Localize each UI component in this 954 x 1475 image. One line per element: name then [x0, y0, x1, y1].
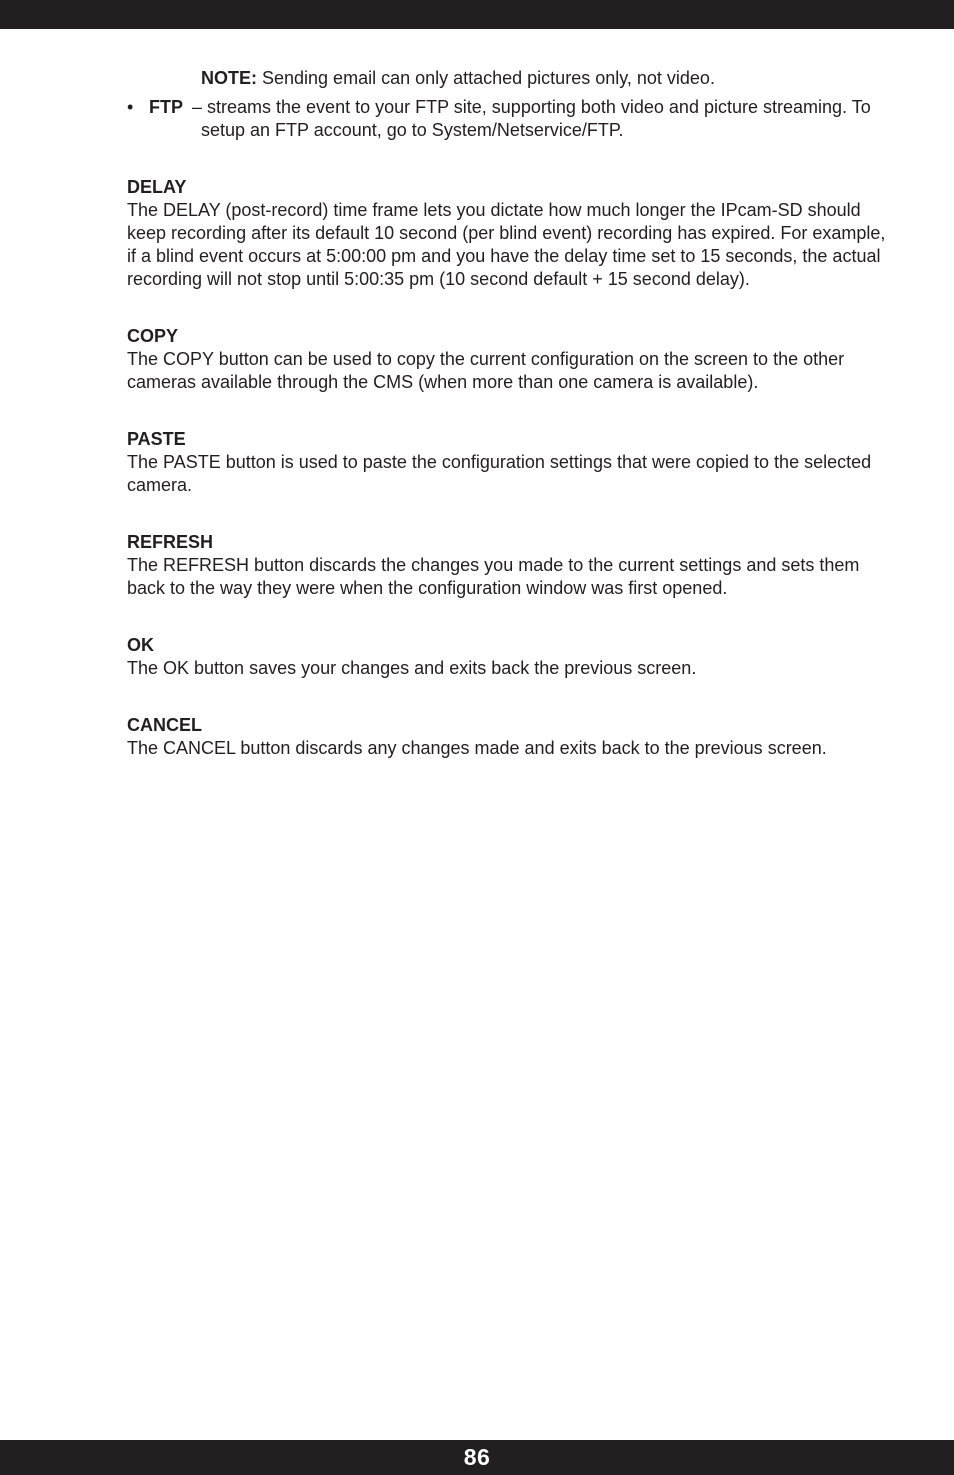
section-refresh	[127, 531, 897, 600]
footer-bar	[0, 1440, 954, 1475]
section-title: REFRESH	[127, 532, 214, 552]
section-ok	[127, 634, 897, 680]
section-body: The COPY button can be used to copy the current configuration on the screen to the other cameras available through the CMS (when more than one camera is available).	[127, 349, 845, 392]
ftp-label: FTP	[149, 97, 183, 117]
section-title: OK	[127, 635, 154, 655]
page-content	[127, 67, 897, 760]
page-number: 86	[463, 1444, 491, 1470]
bullet-icon: •	[127, 97, 134, 117]
ftp-bullet-lead	[127, 96, 183, 119]
section-body: The REFRESH button discards the changes you made to the current settings and sets them back to the way they were when the configuration window was first opened.	[127, 555, 860, 598]
top-bar	[0, 0, 954, 29]
note-paragraph	[201, 67, 897, 90]
section-body: The OK button saves your changes and exits back the previous screen.	[127, 658, 697, 678]
ftp-text-wrap	[192, 96, 897, 142]
section-body: The CANCEL button discards any changes made and exits back to the previous screen.	[127, 738, 827, 758]
section-body: The PASTE button is used to paste the configuration settings that were copied to the selected camera.	[127, 452, 872, 495]
section-copy	[127, 325, 897, 394]
note-text: Sending email can only attached pictures only, not video.	[257, 68, 715, 88]
section-title: PASTE	[127, 429, 186, 449]
note-label: NOTE:	[201, 68, 257, 88]
section-paste	[127, 428, 897, 497]
section-title: DELAY	[127, 177, 187, 197]
section-cancel	[127, 714, 897, 760]
ftp-text: – streams the event to your FTP site, supporting both video and picture streaming. To setup an FTP account, go to System/Netservice/FTP.	[192, 97, 871, 140]
section-title: COPY	[127, 326, 179, 346]
ftp-bullet-item	[127, 96, 897, 142]
section-delay	[127, 176, 897, 291]
section-title: CANCEL	[127, 715, 202, 735]
section-body: The DELAY (post-record) time frame lets you dictate how much longer the IPcam-SD should keep recording after its default 10 second (per blind event) recording has expired. For example, if a blind event occurs at 5:00:00 pm and you have the delay time set to 15 seconds, the actual recording will not stop until 5:00:35 pm (10 second default + 15 second delay).	[127, 200, 886, 289]
